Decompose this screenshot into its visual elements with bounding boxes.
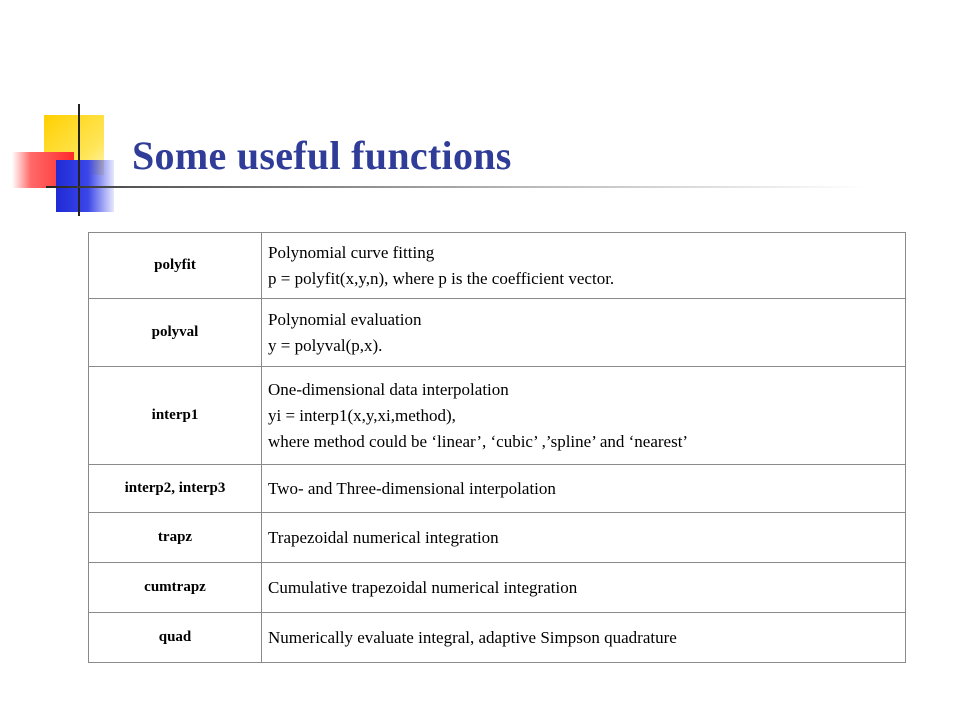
description-line: Two- and Three-dimensional interpolation — [268, 478, 556, 498]
function-name: cumtrapz — [89, 563, 262, 613]
function-name: quad — [89, 613, 262, 663]
function-description — [262, 299, 906, 367]
description-line: yi = interp1(x,y,xi,method), — [268, 405, 456, 425]
table-row — [89, 513, 906, 563]
table-row — [89, 367, 906, 465]
description-line: Cumulative trapezoidal numerical integration — [268, 577, 578, 597]
function-description — [262, 367, 906, 465]
table-row — [89, 613, 906, 663]
function-description — [262, 563, 906, 613]
description-line: Numerically evaluate integral, adaptive Simpson quadrature — [268, 627, 677, 647]
description-line: Polynomial evaluation — [268, 309, 422, 329]
function-name: polyfit — [89, 233, 262, 299]
function-name: interp1 — [89, 367, 262, 465]
function-description — [262, 513, 906, 563]
function-description — [262, 465, 906, 513]
description-line: One-dimensional data interpolation — [268, 379, 509, 399]
function-name: interp2, interp3 — [89, 465, 262, 513]
description-line: where method could be ‘linear’, ‘cubic’ ,’spline’ and ‘nearest’ — [268, 431, 689, 451]
functions-table — [88, 232, 906, 663]
title-underline — [46, 186, 866, 188]
function-name: trapz — [89, 513, 262, 563]
description-line: Polynomial curve fitting — [268, 242, 435, 262]
table-row — [89, 465, 906, 513]
function-description — [262, 233, 906, 299]
decorative-vertical-line — [78, 104, 80, 216]
table-row — [89, 233, 906, 299]
function-description — [262, 613, 906, 663]
description-line: y = polyval(p,x). — [268, 335, 383, 355]
description-line: p = polyfit(x,y,n), where p is the coefficient vector. — [268, 268, 615, 288]
table-row — [89, 299, 906, 367]
table-row — [89, 563, 906, 613]
slide-title: Some useful functions — [132, 133, 512, 178]
description-line: Trapezoidal numerical integration — [268, 527, 499, 547]
function-name: polyval — [89, 299, 262, 367]
